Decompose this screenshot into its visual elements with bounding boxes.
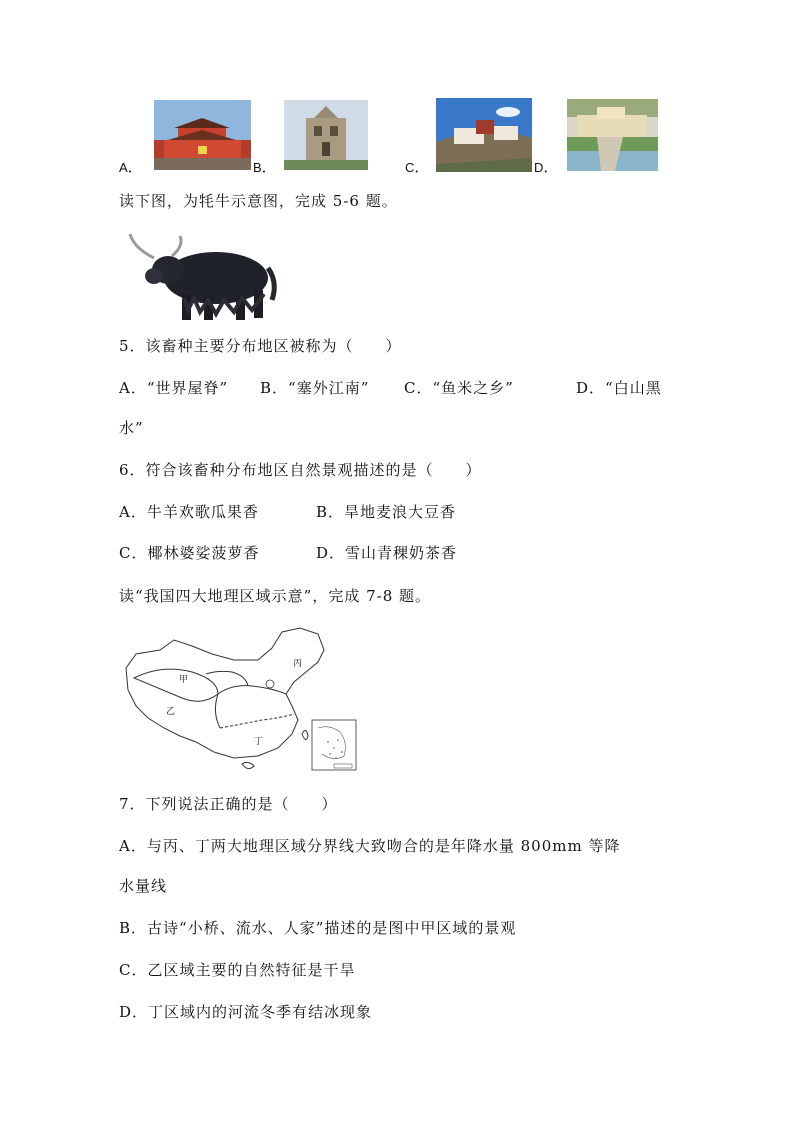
photo-tiananmen [154,100,251,170]
question-5-stem: 5．该畜种主要分布地区被称为（ ） [119,337,402,355]
question-6-option-c: C．椰林婆娑菠萝香 [119,544,260,562]
photo-option-a-label: A． [119,158,144,176]
map-label-ding: 丁 [254,737,264,747]
question-5-option-a: A．“世界屋脊” [119,379,229,397]
question-5-option-b: B．“塞外江南” [260,379,370,397]
question-5-option-c: C．“鱼米之乡” [404,379,514,397]
question-5-option-d: D．“白山黑 [576,379,662,397]
question-6-option-d: D．雪山青稞奶茶香 [316,544,458,562]
photo-st-paul-ruins [284,100,368,170]
photo-option-c-label: C． [405,158,431,176]
question-6-option-a: A．牛羊欢歌瓜果香 [119,503,259,521]
yak-image [124,228,280,324]
map-label-yi: 乙 [166,707,176,717]
intro-yak: 读下图，为牦牛示意图，完成 5-6 题。 [119,192,398,210]
question-7-option-c: C．乙区域主要的自然特征是干旱 [119,961,356,979]
question-7-option-a-line2: 水量线 [119,877,168,895]
question-7-option-a-line1: A．与丙、丁两大地理区域分界线大致吻合的是年降水量 800mm 等降 [119,837,621,855]
photo-option-d-label: D． [534,158,560,176]
question-7-option-d: D．丁区域内的河流冬季有结冰现象 [119,1003,373,1021]
question-6-option-b: B．旱地麦浪大豆香 [316,503,457,521]
question-6-stem: 6．符合该畜种分布地区自然景观描述的是（ ） [119,461,482,479]
photo-option-b-label: B． [253,158,278,176]
question-7-option-b: B．古诗“小桥、流水、人家”描述的是图中甲区域的景观 [119,919,517,937]
question-5-option-d-wrap: 水” [119,419,144,437]
map-label-bing: 丙 [293,659,303,669]
question-7-stem: 7．下列说法正确的是（ ） [119,795,338,813]
map-label-jia: 甲 [179,675,189,685]
intro-map: 读“我国四大地理区域示意”，完成 7-8 题。 [119,587,432,605]
photo-tulou-palace [567,99,658,171]
photo-potala-palace [436,98,532,172]
china-regions-map [122,624,358,772]
